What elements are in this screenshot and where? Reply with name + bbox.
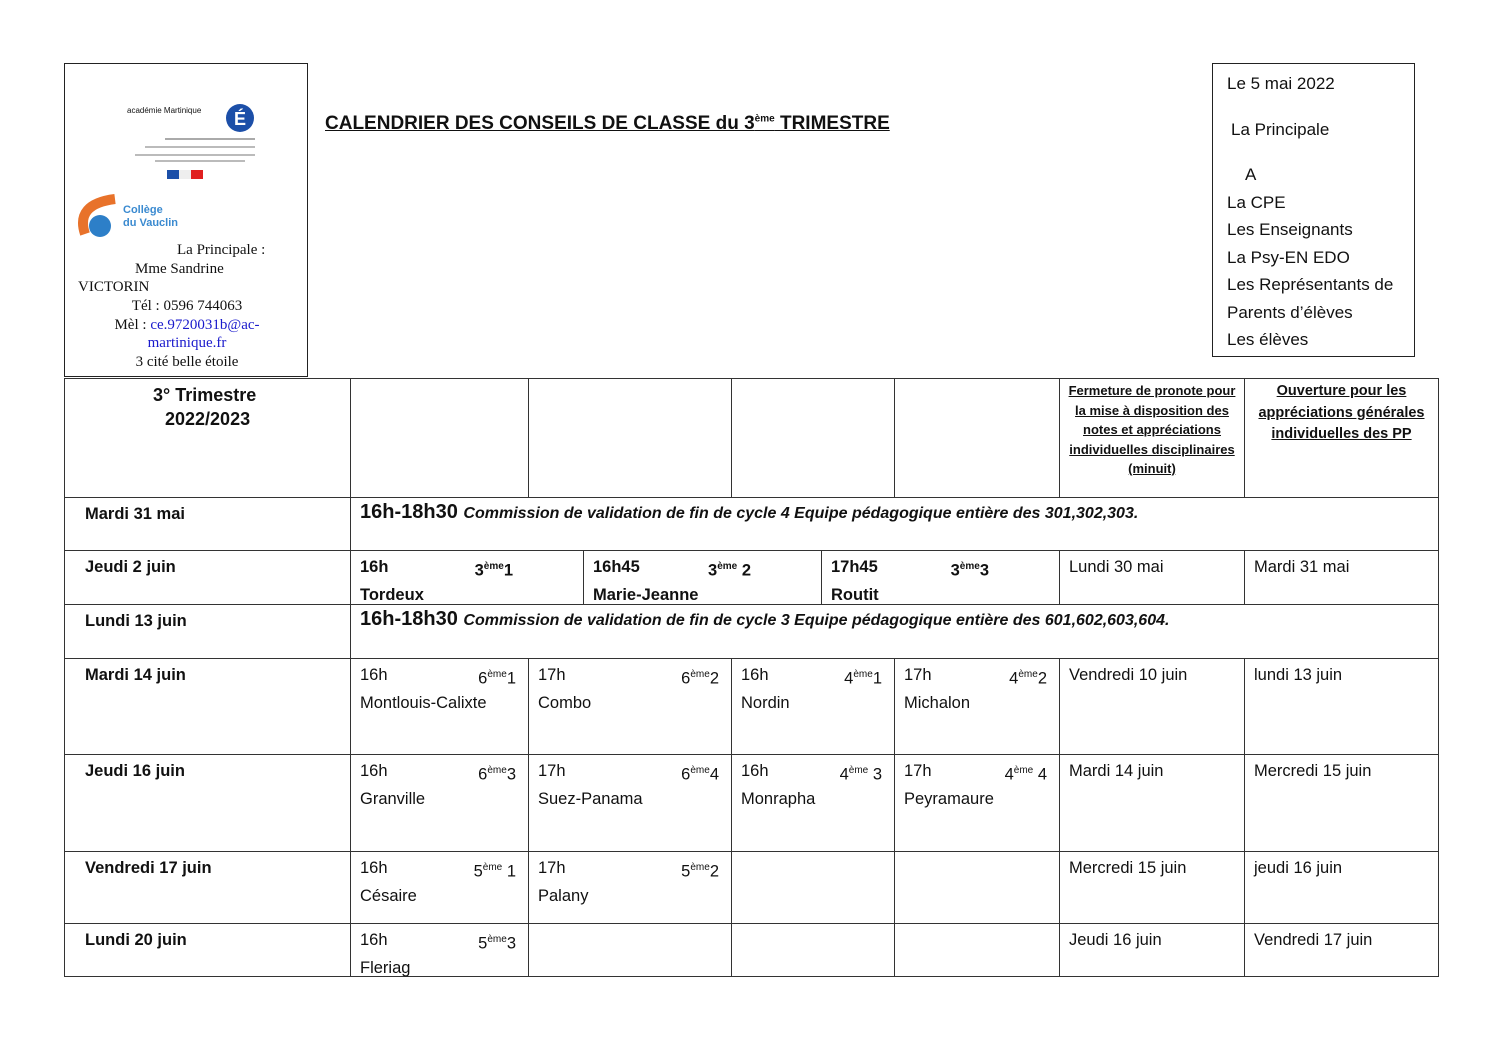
class-level-suffix: ème bbox=[690, 862, 710, 873]
class-cell bbox=[894, 754, 1060, 852]
row-day bbox=[64, 754, 351, 852]
class-level: 4 bbox=[844, 669, 854, 688]
class-level-suffix: ème bbox=[690, 669, 710, 680]
pronote-close-date bbox=[1059, 550, 1245, 605]
pronote-close-date bbox=[1059, 923, 1245, 977]
recipient: Parents d’élèves bbox=[1227, 302, 1353, 322]
day-label: Jeudi 16 juin bbox=[85, 762, 185, 780]
pp-open-date bbox=[1244, 923, 1439, 977]
class-teacher: Monrapha bbox=[741, 789, 816, 808]
header-empty bbox=[894, 378, 1060, 498]
class-level-suffix: ème bbox=[487, 765, 507, 776]
class-teacher: Suez-Panama bbox=[538, 789, 643, 808]
class-name bbox=[475, 555, 513, 583]
class-number: 2 bbox=[737, 561, 751, 580]
class-name bbox=[681, 663, 719, 691]
day-label: Vendredi 17 juin bbox=[85, 859, 212, 877]
class-teacher: Michalon bbox=[904, 693, 971, 712]
class-name bbox=[951, 555, 989, 583]
day-label: Mardi 14 juin bbox=[85, 666, 186, 684]
class-name bbox=[844, 663, 882, 691]
commission-cell bbox=[350, 604, 1439, 659]
class-cell bbox=[583, 550, 822, 605]
class-cell bbox=[731, 658, 895, 755]
pronote-close-date bbox=[1059, 658, 1245, 755]
class-name bbox=[478, 759, 516, 787]
class-teacher: Nordin bbox=[741, 693, 790, 712]
header-pp-open bbox=[1244, 378, 1439, 498]
page-title: CALENDRIER DES CONSEILS DE CLASSE du 3ème TRIMESTRE bbox=[325, 113, 890, 134]
pp-open-date bbox=[1244, 754, 1439, 852]
recipients-box bbox=[1212, 63, 1415, 357]
class-time: 16h bbox=[741, 762, 769, 780]
class-number: 1 bbox=[502, 862, 516, 881]
class-level-suffix: ème bbox=[487, 669, 507, 680]
class-level-suffix: ème bbox=[848, 765, 869, 776]
class-number: 3 bbox=[979, 561, 989, 580]
class-cell bbox=[528, 851, 732, 924]
school-info-box bbox=[64, 63, 308, 377]
header-close-label: Fermeture de pronote pour la mise à disposition des notes et appréciations individuelles disciplinaires (minuit) bbox=[1068, 383, 1236, 476]
class-time: 17h bbox=[538, 859, 566, 877]
header-empty bbox=[528, 378, 732, 498]
class-level: 3 bbox=[708, 561, 718, 580]
recipient: Les élèves bbox=[1227, 330, 1309, 349]
class-level-suffix: ème bbox=[487, 934, 507, 945]
class-cell bbox=[350, 923, 529, 977]
class-level: 4 bbox=[839, 765, 849, 784]
college-logo-text: Collège du Vauclin bbox=[123, 204, 179, 229]
class-number: 2 bbox=[709, 862, 719, 881]
class-cell bbox=[731, 754, 895, 852]
close-date: Vendredi 10 juin bbox=[1069, 666, 1188, 684]
recipient: La CPE bbox=[1227, 192, 1286, 212]
class-level-suffix: ème bbox=[959, 561, 980, 572]
class-level: 5 bbox=[478, 934, 488, 953]
close-date: Jeudi 16 juin bbox=[1069, 931, 1162, 949]
pronote-close-date bbox=[1059, 754, 1245, 852]
class-teacher: Fleriag bbox=[360, 958, 411, 977]
day-label: Mardi 31 mai bbox=[85, 505, 185, 523]
class-level: 3 bbox=[950, 561, 960, 580]
header-open-label: Ouverture pour les appréciations générales individuelles des PP bbox=[1258, 383, 1425, 442]
class-time: 16h bbox=[360, 859, 388, 877]
class-teacher: Granville bbox=[360, 789, 426, 808]
row-day bbox=[64, 658, 351, 755]
pp-open-date bbox=[1244, 550, 1439, 605]
close-date: Lundi 30 mai bbox=[1069, 558, 1164, 576]
class-cell bbox=[731, 851, 895, 924]
class-time: 16h bbox=[360, 558, 389, 576]
class-teacher: Montlouis-Calixte bbox=[360, 693, 487, 712]
class-level: 6 bbox=[478, 765, 488, 784]
open-date: jeudi 16 juin bbox=[1254, 859, 1343, 877]
class-level: 6 bbox=[478, 669, 488, 688]
row-day bbox=[64, 497, 351, 551]
class-name bbox=[681, 759, 719, 787]
pronote-close-date bbox=[1059, 851, 1245, 924]
class-cell bbox=[350, 754, 529, 852]
open-date: Mercredi 15 juin bbox=[1254, 762, 1372, 780]
email-line bbox=[65, 316, 309, 335]
day-label: Lundi 13 juin bbox=[85, 612, 187, 630]
principal-name: Mme Sandrine bbox=[135, 261, 224, 277]
class-teacher: Césaire bbox=[360, 886, 417, 905]
commission-time: 16h-18h30 bbox=[360, 501, 458, 523]
sender: La Principale bbox=[1231, 119, 1330, 139]
email-label: Mèl : bbox=[114, 317, 151, 333]
pp-open-date bbox=[1244, 851, 1439, 924]
class-number: 4 bbox=[1033, 765, 1047, 784]
principal-label: La Principale : bbox=[177, 242, 266, 258]
class-level-suffix: ème bbox=[482, 862, 503, 873]
class-number: 1 bbox=[503, 561, 513, 580]
class-time: 16h bbox=[360, 931, 388, 949]
class-level: 5 bbox=[681, 862, 691, 881]
class-cell bbox=[894, 658, 1060, 755]
class-cell bbox=[528, 754, 732, 852]
class-teacher: Combo bbox=[538, 693, 592, 712]
day-label: Jeudi 2 juin bbox=[85, 558, 176, 576]
open-date: lundi 13 juin bbox=[1254, 666, 1343, 684]
class-name bbox=[840, 759, 882, 787]
class-cell bbox=[528, 658, 732, 755]
address: 3 cité belle étoile bbox=[135, 354, 239, 370]
class-number: 3 bbox=[868, 765, 882, 784]
svg-text:É: É bbox=[234, 109, 247, 129]
class-cell bbox=[528, 923, 732, 977]
class-number: 2 bbox=[709, 669, 719, 688]
class-cell bbox=[731, 923, 895, 977]
class-teacher: Peyramaure bbox=[904, 789, 994, 808]
class-level: 4 bbox=[1004, 765, 1014, 784]
class-level: 6 bbox=[681, 765, 691, 784]
class-name bbox=[474, 856, 516, 884]
class-level-suffix: ème bbox=[483, 561, 504, 572]
recipient: La Psy-EN EDO bbox=[1227, 247, 1350, 267]
letter-date: Le 5 mai 2022 bbox=[1227, 74, 1335, 93]
class-level-suffix: ème bbox=[717, 561, 738, 572]
class-cell bbox=[821, 550, 1060, 605]
header-pronote-close bbox=[1059, 378, 1245, 498]
class-name bbox=[478, 663, 516, 691]
class-number: 1 bbox=[872, 669, 882, 688]
class-level-suffix: ème bbox=[853, 669, 873, 680]
class-level: 6 bbox=[681, 669, 691, 688]
class-number: 1 bbox=[506, 669, 516, 688]
row-day bbox=[64, 550, 351, 605]
college-logo bbox=[75, 194, 125, 239]
header-empty bbox=[350, 378, 529, 498]
email-link[interactable]: ce.9720031b@ac- bbox=[150, 317, 260, 333]
header-period bbox=[64, 378, 351, 498]
class-teacher: Tordeux bbox=[360, 585, 424, 604]
class-time: 16h bbox=[360, 762, 388, 780]
open-date: Vendredi 17 juin bbox=[1254, 931, 1373, 949]
pp-open-date bbox=[1244, 658, 1439, 755]
class-cell bbox=[350, 550, 584, 605]
header-empty bbox=[731, 378, 895, 498]
class-level: 3 bbox=[474, 561, 484, 580]
class-teacher: Palany bbox=[538, 886, 589, 905]
class-level: 4 bbox=[1009, 669, 1019, 688]
class-level-suffix: ème bbox=[690, 765, 710, 776]
class-time: 17h bbox=[904, 666, 932, 684]
class-cell bbox=[894, 851, 1060, 924]
commission-text: Commission de validation de fin de cycle 4 Equipe pédagogique entière des 301,302,303. bbox=[463, 505, 1139, 522]
class-time: 17h45 bbox=[831, 558, 878, 576]
class-cell bbox=[350, 658, 529, 755]
class-teacher: Marie-Jeanne bbox=[593, 585, 699, 604]
recipient: Les Représentants de bbox=[1227, 275, 1394, 294]
row-day bbox=[64, 923, 351, 977]
to-label: A bbox=[1245, 165, 1257, 184]
class-number: 3 bbox=[506, 765, 516, 784]
class-cell bbox=[894, 923, 1060, 977]
class-time: 17h bbox=[904, 762, 932, 780]
class-name bbox=[1005, 759, 1047, 787]
class-name bbox=[708, 555, 751, 583]
email-link-cont[interactable]: martinique.fr bbox=[147, 335, 227, 351]
class-time: 17h bbox=[538, 666, 566, 684]
class-time: 16h45 bbox=[593, 558, 640, 576]
commission-text: Commission de validation de fin de cycle 3 Equipe pédagogique entière des 601,602,603,604. bbox=[463, 612, 1170, 629]
academie-logo-text: académie Martinique bbox=[127, 106, 202, 115]
day-label: Lundi 20 juin bbox=[85, 931, 187, 949]
class-level: 5 bbox=[473, 862, 483, 881]
class-time: 16h bbox=[360, 666, 388, 684]
class-name bbox=[1009, 663, 1047, 691]
principal-surname: VICTORIN bbox=[78, 279, 150, 295]
class-name bbox=[681, 856, 719, 884]
class-time: 17h bbox=[538, 762, 566, 780]
open-date: Mardi 31 mai bbox=[1254, 558, 1350, 576]
class-level-suffix: ème bbox=[1018, 669, 1038, 680]
class-cell bbox=[350, 851, 529, 924]
class-teacher: Routit bbox=[831, 585, 879, 604]
close-date: Mercredi 15 juin bbox=[1069, 859, 1187, 877]
class-level-suffix: ème bbox=[1013, 765, 1034, 776]
class-number: 3 bbox=[506, 934, 516, 953]
class-number: 4 bbox=[709, 765, 719, 784]
row-day bbox=[64, 604, 351, 659]
phone: Tél : 0596 744063 bbox=[131, 298, 243, 314]
class-time: 16h bbox=[741, 666, 769, 684]
commission-cell bbox=[350, 497, 1439, 551]
period-year: 2022/2023 bbox=[165, 409, 251, 429]
period-label: 3° Trimestre bbox=[153, 385, 257, 405]
class-number: 2 bbox=[1037, 669, 1047, 688]
recipient: Les Enseignants bbox=[1227, 220, 1353, 239]
row-day bbox=[64, 851, 351, 924]
class-name bbox=[478, 928, 516, 956]
commission-time: 16h-18h30 bbox=[360, 608, 458, 630]
close-date: Mardi 14 juin bbox=[1069, 762, 1164, 780]
